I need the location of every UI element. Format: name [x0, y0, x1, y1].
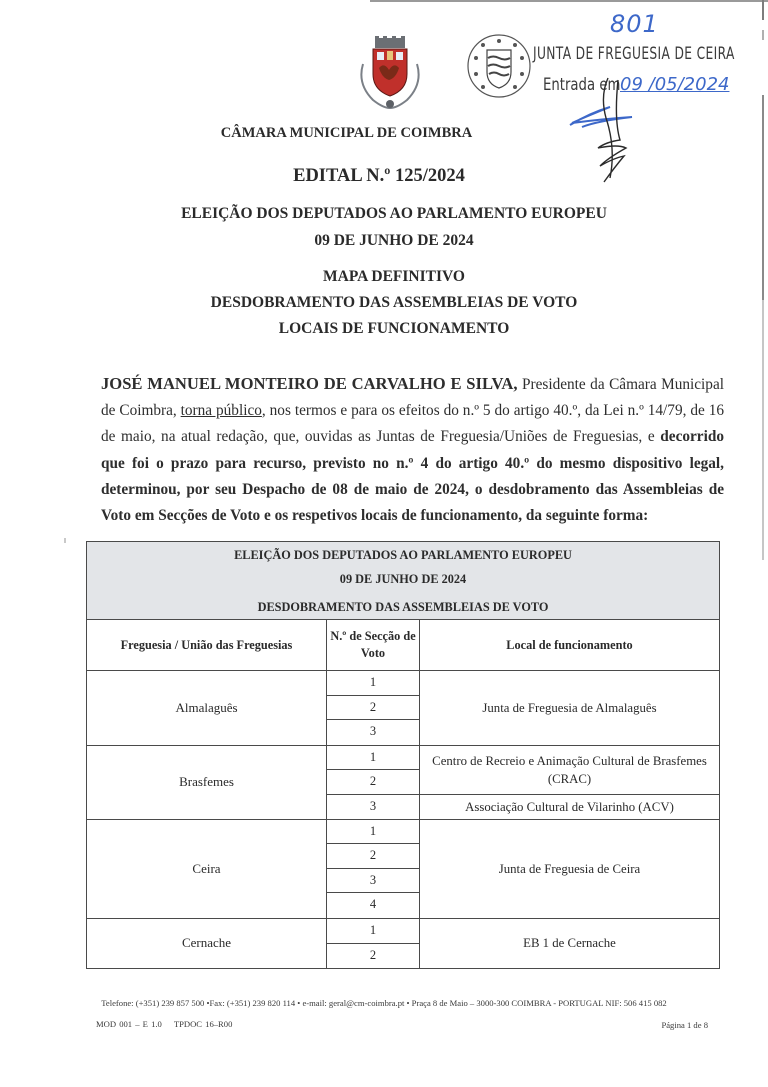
table-subtitle: DESDOBRAMENTO DAS ASSEMBLEIAS DE VOTO [257, 600, 549, 614]
polling-sections-table [86, 541, 720, 969]
parish-name: Ceira [87, 820, 327, 919]
section-numbers [327, 820, 420, 919]
section-numbers [327, 746, 420, 819]
section-number: 4 [369, 897, 377, 912]
stamp-title: JUNTA DE FREGUESIA DE CEIRA [533, 44, 735, 64]
footer-doc-codes [96, 1019, 232, 1029]
column-header-section: N.º de Secção de Voto [327, 620, 420, 670]
scan-edge-top [370, 0, 768, 2]
footer-mod: MOD 001 – E 1.0 [96, 1019, 162, 1029]
scan-mark [64, 538, 66, 543]
institution-title: CÂMARA MUNICIPAL DE COIMBRA [220, 125, 473, 141]
section-number: 2 [327, 844, 419, 869]
section-number: 1 [327, 746, 419, 771]
coat-of-arms-icon [355, 36, 425, 112]
subject-title: DESDOBRAMENTO DAS ASSEMBLEIAS DE VOTO [210, 294, 578, 311]
parish-name: Almalaguês [87, 671, 327, 745]
parish-name: Cernache [87, 919, 327, 968]
election-date: 09 DE JUNHO DE 2024 [314, 232, 474, 249]
column-header-location: Local de funcionamento [506, 637, 633, 652]
stamp-registration-number: 801 [610, 10, 659, 38]
table-title-block [87, 542, 719, 620]
announcement-paragraph [101, 371, 724, 529]
map-title: MAPA DEFINITIVO [323, 268, 465, 285]
table-row [87, 671, 719, 746]
edital-number: EDITAL N.º 125/2024 [293, 166, 465, 186]
stamp-entry-label: Entrada em [543, 75, 621, 95]
page-number: Página 1 de 8 [661, 1020, 708, 1030]
table-date: 09 DE JUNHO DE 2024 [339, 572, 467, 586]
footer-tpdoc: TPDOC 16–R00 [173, 1019, 233, 1029]
section-number: 2 [327, 696, 419, 721]
section-number: 3 [369, 724, 377, 739]
section-number: 2 [369, 947, 377, 962]
table-header-row [87, 620, 719, 671]
section-number: 3 [369, 798, 377, 813]
table-row [87, 919, 719, 968]
section-number: 3 [327, 869, 419, 894]
location-name: EB 1 de Cernache [523, 936, 616, 951]
footer-contacts: Telefone: (+351) 239 857 500 •Fax: (+351) 239 820 114 • e-mail: geral@cm-coimbra.pt • Praça 8 de Maio – 3000-300 COIMBRA - PORTUGAL NIF: 506 415 082 [101, 998, 667, 1008]
locations [420, 820, 719, 919]
election-title: ELEIÇÃO DOS DEPUTADOS AO PARLAMENTO EUROPEU [181, 205, 607, 222]
section-number: 1 [327, 820, 419, 845]
stamp-entry-date: 09 /05/2024 [620, 74, 730, 95]
location-name: Centro de Recreio e Animação Cultural de Brasfemes (CRAC) [420, 746, 719, 796]
location-name: Associação Cultural de Vilarinho (ACV) [465, 799, 674, 814]
section-number: 1 [327, 919, 419, 944]
locations [420, 671, 719, 745]
paragraph-text: Presidente da Câmara Municipal de Coimbra, [101, 376, 724, 420]
paragraph-bold: decorrido que foi o prazo para recurso, previsto no n.º 4 do artigo 40.º do mesmo dispositivo legal, determinou, por seu Despacho de 08 de maio de 2024, o desdobramento das Assembleias de Voto em Secções de Voto e os respetivos locais de funcionamento, da seguinte forma: [101, 428, 724, 525]
column-header-parish: Freguesia / União das Freguesias [87, 620, 327, 670]
table-title: ELEIÇÃO DOS DEPUTADOS AO PARLAMENTO EUROPEU [234, 548, 572, 562]
locations [420, 919, 719, 968]
section-number: 2 [327, 770, 419, 795]
paragraph-text: , nos termos e para os efeitos do n.º 5 do artigo 40.º, da Lei n.º 14/79, de 16 de maio, na atual redação, que, ouvidas as Juntas de Freguesia/Uniões de Freguesias, e [101, 402, 725, 446]
paragraph-underlined: torna público [180, 402, 262, 420]
section-number: 1 [327, 671, 419, 696]
subject-subtitle: LOCAIS DE FUNCIONAMENTO [278, 320, 510, 337]
location-name: Junta de Freguesia de Ceira [498, 861, 641, 876]
section-numbers [327, 919, 420, 968]
section-numbers [327, 671, 420, 745]
locations [420, 746, 719, 819]
table-row [87, 820, 719, 920]
parish-name: Brasfemes [87, 746, 327, 819]
table-row [87, 746, 719, 820]
parish-seal-icon [465, 32, 533, 100]
location-name: Junta de Freguesia de Almalaguês [482, 700, 657, 715]
president-name: JOSÉ MANUEL MONTEIRO DE CARVALHO E SILVA, [101, 374, 518, 393]
table-body [87, 671, 719, 968]
